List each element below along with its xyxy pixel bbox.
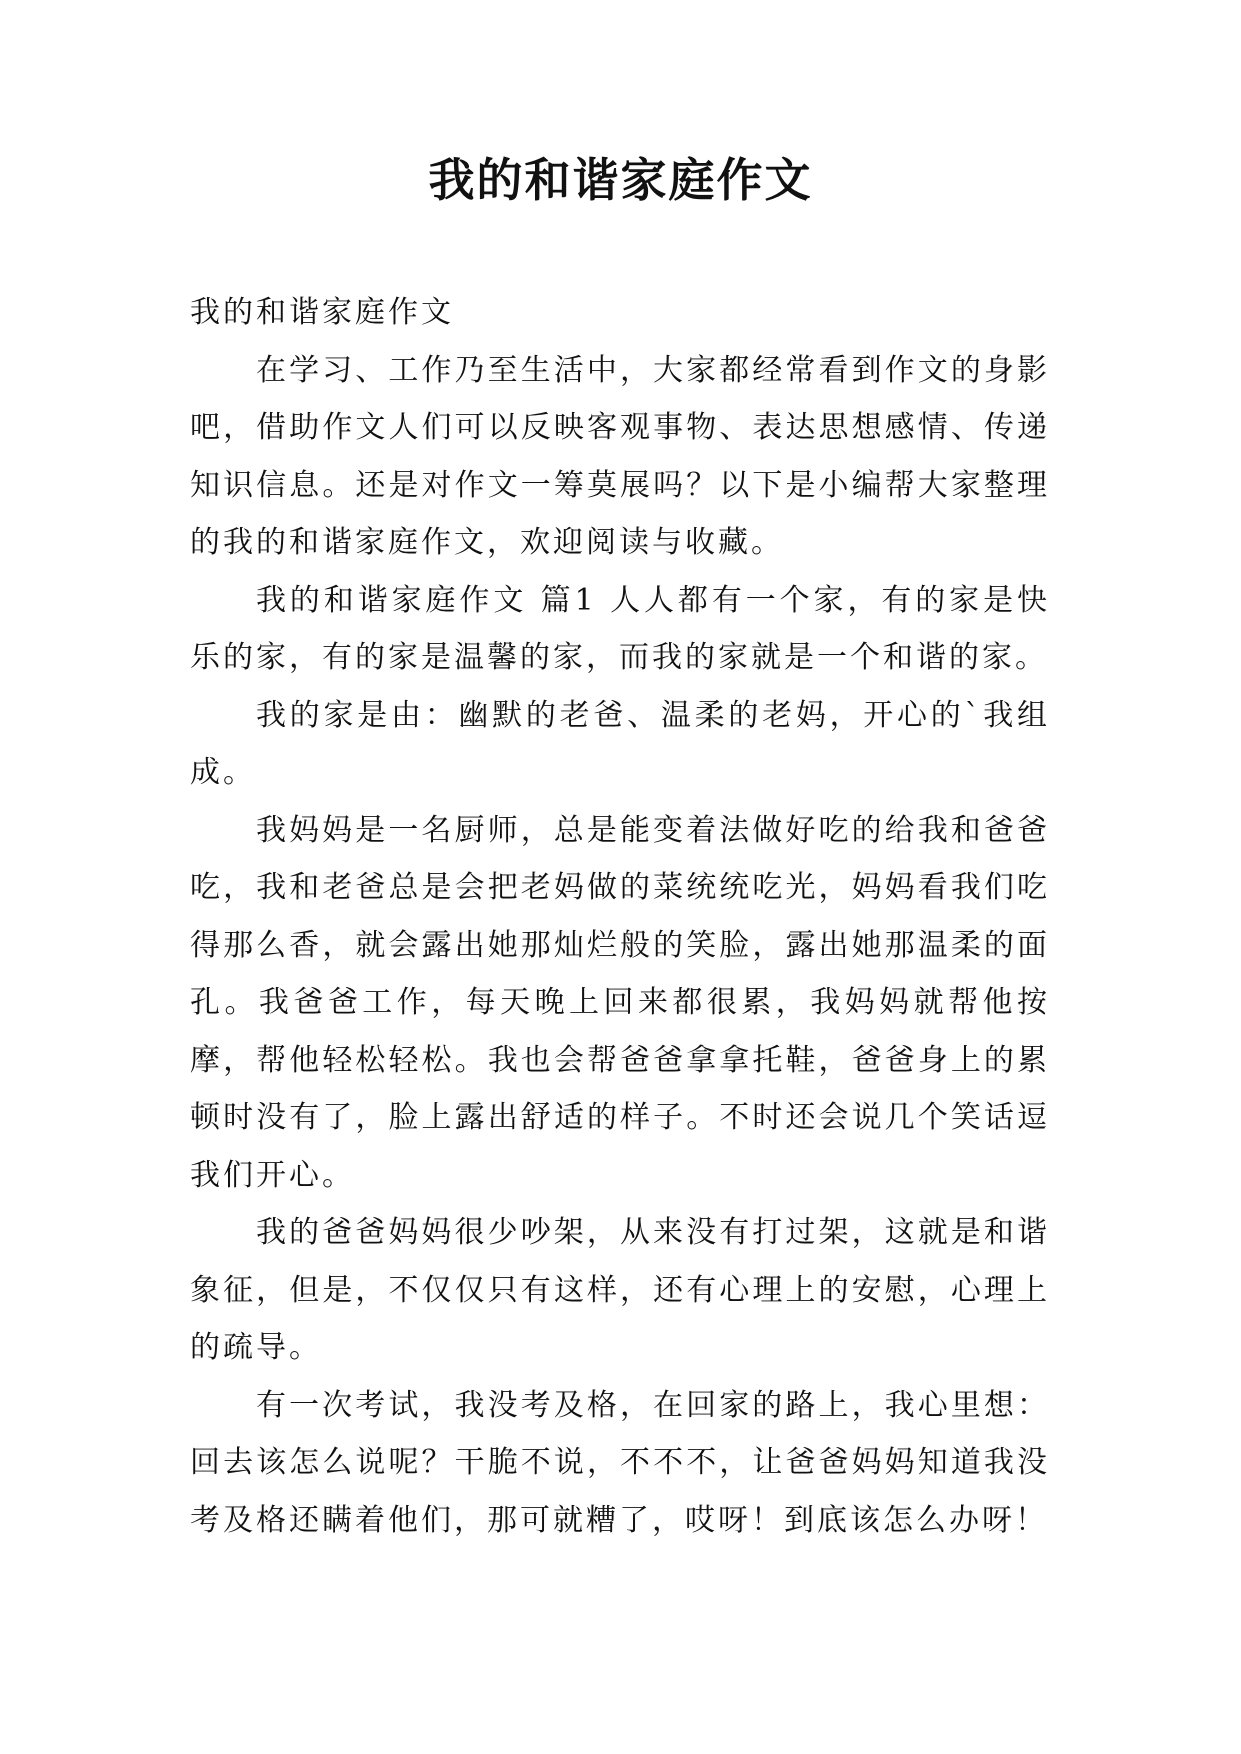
paragraph-harmony-symbol: 我的爸爸妈妈很少吵架，从来没有打过架，这就是和谐象征，但是，不仅仅只有这样，还有心理上的安慰，心理上的疏导。 (190, 1215, 1050, 1365)
document-body (190, 284, 1050, 1549)
paragraph-subtitle: 我的和谐家庭作文 (190, 295, 454, 330)
paragraph-intro: 在学习、工作乃至生活中，大家都经常看到作文的身影吧，借助作文人们可以反映客观事物、表达思想感情、传递知识信息。还是对作文一筹莫展吗？以下是小编帮大家整理的我的和谐家庭作文，欢迎阅读与收藏。 (190, 352, 1050, 560)
paragraph-essay-1-opening: 我的和谐家庭作文 篇1 人人都有一个家，有的家是快乐的家，有的家是温馨的家，而我的家就是一个和谐的家。 (190, 582, 1050, 675)
paragraph-family-members: 我的家是由：幽默的老爸、温柔的老妈，开心的`我组成。 (190, 697, 1050, 790)
paragraph-mother-chef: 我妈妈是一名厨师，总是能变着法做好吃的给我和爸爸吃，我和老爸总是会把老妈做的菜统统吃光，妈妈看我们吃得那么香，就会露出她那灿烂般的笑脸，露出她那温柔的面孔。我爸爸工作，每天晚上回来都很累，我妈妈就帮他按摩，帮他轻松轻松。我也会帮爸爸拿拿托鞋，爸爸身上的累顿时没有了，脸上露出舒适的样子。不时还会说几个笑话逗我们开心。 (190, 812, 1050, 1193)
paragraph-exam-story: 有一次考试，我没考及格，在回家的路上，我心里想：回去该怎么说呢？干脆不说，不不不，让爸爸妈妈知道我没考及格还瞒着他们，那可就糟了，哎呀！到底该怎么办呀！ (190, 1387, 1050, 1538)
document-title: 我的和谐家庭作文 (428, 153, 813, 207)
